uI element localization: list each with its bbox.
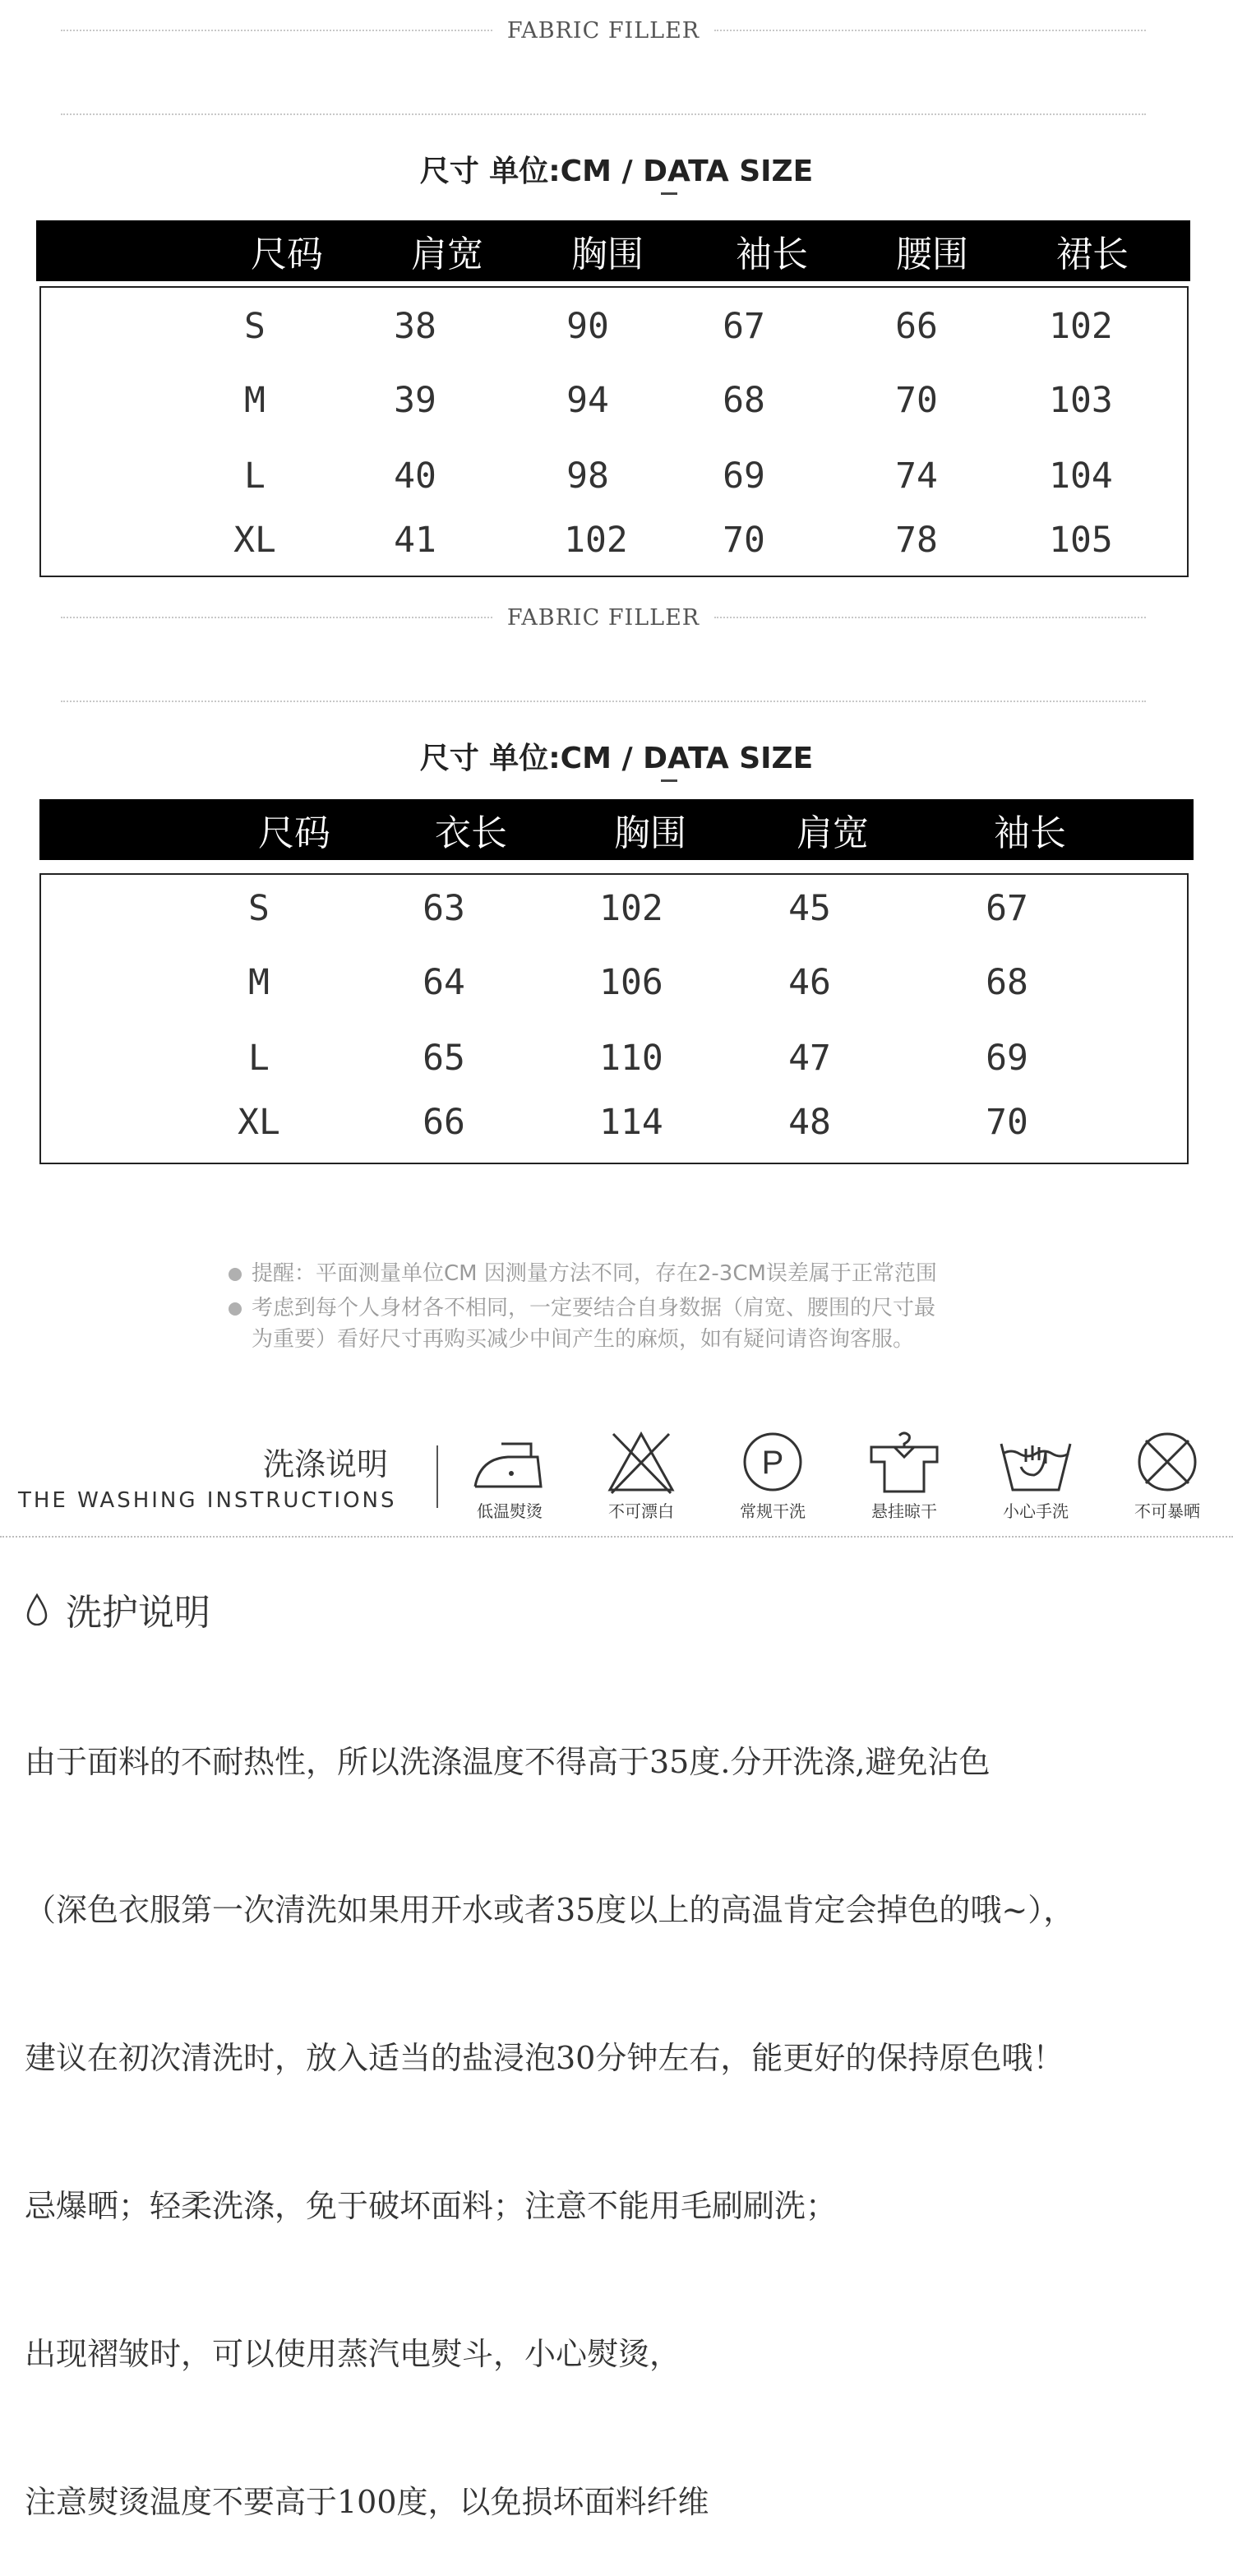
table-cell: L — [244, 456, 266, 497]
table-cell: 114 — [599, 1102, 663, 1143]
table-cell: 46 — [788, 962, 831, 1003]
wash-item — [986, 1429, 1085, 1519]
table-cell: M — [248, 962, 270, 1003]
table-cell: L — [248, 1038, 270, 1079]
no-bleach-icon — [600, 1429, 682, 1495]
table1-header-cell: 尺码 — [251, 234, 323, 275]
dotted-line — [61, 113, 1146, 115]
table2-header-cell: 胸围 — [614, 812, 686, 854]
table-cell: 68 — [986, 962, 1028, 1003]
table-cell: 105 — [1049, 520, 1113, 561]
care-line: 建议在初次清洗时，放入适当的盐浸泡30分钟左右，能更好的保持原色哦！ — [25, 2040, 1064, 2076]
table-cell: 69 — [986, 1038, 1028, 1079]
table-cell: 39 — [394, 380, 436, 421]
table-cell: XL — [233, 520, 276, 561]
section-divider — [61, 605, 1146, 631]
table2-body — [39, 873, 1189, 1164]
size-note — [229, 1324, 914, 1355]
table-cell: 103 — [1049, 380, 1113, 421]
table-row — [41, 880, 1187, 937]
wash-label: 低温熨烫 — [477, 1501, 543, 1521]
wash-item — [592, 1429, 690, 1519]
table1-body — [39, 286, 1189, 577]
title-underline — [661, 192, 677, 195]
table-cell: 64 — [423, 962, 465, 1003]
table1-header-cell: 胸围 — [571, 234, 644, 275]
wash-label: 悬挂晾干 — [871, 1501, 937, 1521]
table-row — [41, 447, 1187, 505]
table-cell: 66 — [423, 1102, 465, 1143]
table1-header-cell: 袖长 — [736, 234, 808, 275]
table-cell: 104 — [1049, 456, 1113, 497]
dry-clean-p-icon — [732, 1429, 814, 1495]
care-heading — [25, 1583, 210, 1635]
table-cell: 38 — [394, 306, 436, 347]
note-line: 为重要）看好尺寸再购买减少中间产生的麻烦，如有疑问请咨询客服。 — [252, 1327, 915, 1352]
table-cell: 45 — [788, 888, 831, 929]
table-cell: 66 — [895, 306, 938, 347]
wash-item — [723, 1429, 822, 1519]
wash-label: 小心手洗 — [1003, 1501, 1069, 1521]
table-cell: S — [244, 306, 266, 347]
wash-item — [460, 1429, 559, 1519]
dotted-line — [61, 701, 1146, 702]
low-temp-iron-icon — [469, 1429, 551, 1495]
washing-title-en: THE WASHING INSTRUCTIONS — [18, 1488, 397, 1513]
table-cell: 47 — [788, 1038, 831, 1079]
table-cell: 48 — [788, 1102, 831, 1143]
table1-header — [36, 220, 1190, 281]
table1-title: 尺寸 单位:CM / DATA SIZE — [419, 155, 814, 188]
table-row — [41, 1094, 1187, 1151]
size-note — [229, 1293, 935, 1324]
table-cell: 70 — [723, 520, 765, 561]
table-cell: 98 — [566, 456, 609, 497]
table-cell: 67 — [723, 306, 765, 347]
table-cell: 106 — [599, 962, 663, 1003]
wash-label: 不可漂白 — [608, 1501, 674, 1521]
table-cell: 74 — [895, 456, 938, 497]
table-cell: 65 — [423, 1038, 465, 1079]
table-cell: 63 — [423, 888, 465, 929]
dotted-line — [0, 1536, 1233, 1538]
table-row — [41, 372, 1187, 429]
table-row — [41, 298, 1187, 355]
wash-item — [1118, 1429, 1217, 1519]
table2-header-cell: 衣长 — [435, 812, 507, 854]
hang-dry-icon — [863, 1429, 945, 1495]
divider-label: FABRIC FILLER — [506, 18, 700, 44]
table-row — [41, 954, 1187, 1011]
care-line: 忌爆晒；轻柔洗涤，免于破坏面料；注意不能用毛刷刷洗； — [25, 2188, 838, 2224]
table-cell: 110 — [599, 1038, 663, 1079]
table-cell: S — [248, 888, 270, 929]
table1-header-cell: 肩宽 — [411, 234, 483, 275]
svg-text:P: P — [761, 1445, 784, 1481]
table2-header-cell: 肩宽 — [797, 812, 869, 854]
bullet-icon — [229, 1302, 242, 1316]
table-cell: 67 — [986, 888, 1028, 929]
table-cell: XL — [238, 1102, 280, 1143]
hand-wash-icon — [995, 1429, 1077, 1495]
table2-title: 尺寸 单位:CM / DATA SIZE — [419, 742, 814, 775]
table1-header-cell: 裙长 — [1056, 234, 1129, 275]
table-cell: 102 — [564, 520, 628, 561]
wash-label: 不可暴晒 — [1134, 1501, 1200, 1521]
table-cell: 70 — [895, 380, 938, 421]
wash-label: 常规干洗 — [740, 1501, 806, 1521]
care-line: 注意熨烫温度不要高于100度，以免损坏面料纤维 — [25, 2484, 709, 2520]
table-row — [41, 511, 1187, 569]
table2-header-cell: 袖长 — [994, 812, 1066, 854]
table-cell: M — [244, 380, 266, 421]
table-cell: 102 — [1049, 306, 1113, 347]
care-text — [25, 1639, 1074, 2576]
table-row — [41, 1029, 1187, 1087]
table-cell: 102 — [599, 888, 663, 929]
table-cell: 94 — [566, 380, 609, 421]
care-line: 出现褶皱时，可以使用蒸汽电熨斗，小心熨烫， — [25, 2336, 681, 2372]
table-cell: 90 — [566, 306, 609, 347]
table-cell: 40 — [394, 456, 436, 497]
note-line: 考虑到每个人身材各不相同，一定要结合自身数据（肩宽、腰围的尺寸最 — [252, 1296, 936, 1320]
divider-label: FABRIC FILLER — [506, 605, 700, 631]
table2-header-cell: 尺码 — [258, 812, 330, 854]
title-underline — [661, 779, 677, 782]
table-cell: 78 — [895, 520, 938, 561]
size-note — [229, 1258, 937, 1289]
care-line: 由于面料的不耐热性，所以洗涤温度不得高于35度.分开洗涤,避免沾色 — [25, 1744, 991, 1780]
table-cell: 70 — [986, 1102, 1028, 1143]
wash-item — [855, 1429, 954, 1519]
no-tumble-dry-icon — [1126, 1429, 1208, 1495]
table-cell: 69 — [723, 456, 765, 497]
water-drop-icon — [25, 1593, 49, 1626]
bullet-icon — [229, 1268, 242, 1281]
washing-title-cn: 洗涤说明 — [263, 1446, 389, 1482]
washing-separator — [436, 1445, 438, 1508]
table2-header — [39, 799, 1194, 860]
care-heading-text: 洗护说明 — [66, 1592, 210, 1634]
section-divider — [61, 18, 1146, 44]
care-line: （深色衣服第一次清洗如果用开水或者35度以上的高温肯定会掉色的哦~）， — [25, 1892, 1075, 1928]
table1-header-cell: 腰围 — [896, 234, 968, 275]
note-line: 提醒：平面测量单位CM 因测量方法不同，存在2-3CM误差属于正常范围 — [252, 1261, 937, 1286]
table-cell: 68 — [723, 380, 765, 421]
table-cell: 41 — [394, 520, 436, 561]
